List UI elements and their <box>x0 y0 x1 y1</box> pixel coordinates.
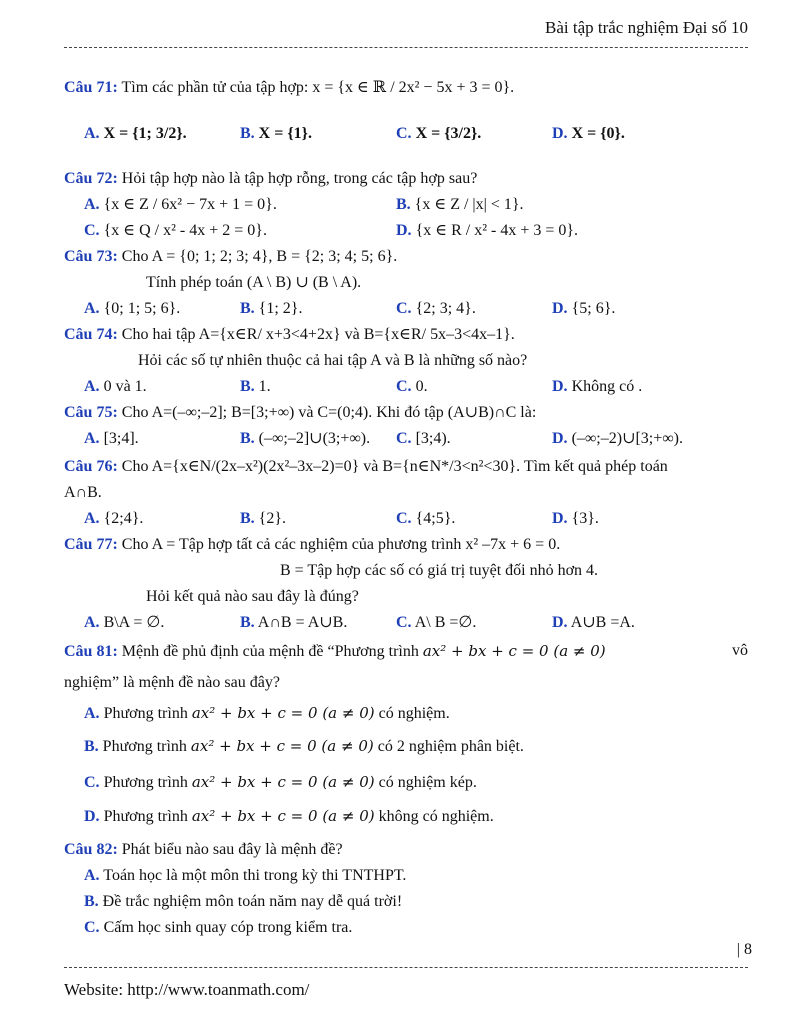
q73-option-d: D. {5; 6}. <box>552 300 616 317</box>
q81-option-a: A. Phương trình ax² + bx + c = 0 (a ≠ 0) có nghiệm. <box>84 704 450 722</box>
q82-option-a: A. Toán học là một môn thi trong kỳ thi TNTHPT. <box>84 867 407 884</box>
question-81: Câu 81: Mệnh đề phủ định của mệnh đề “Phương trình ax² + bx + c = 0 (a ≠ 0) <box>64 642 606 660</box>
page-number: | 8 <box>736 941 752 958</box>
q71-option-d: D. X = {0}. <box>552 125 625 142</box>
q76-option-b: B. {2}. <box>240 510 287 527</box>
question-73-text2: Tính phép toán (A \ B) ∪ (B \ A). <box>146 274 362 291</box>
q73-option-b: B. {1; 2}. <box>240 300 303 317</box>
q75-option-c: C. [3;4). <box>396 430 451 447</box>
q71-option-c: C. X = {3/2}. <box>396 125 482 142</box>
q72-option-b: B. {x ∈ Z / |x| < 1}. <box>396 196 524 213</box>
question-71: Câu 71: Tìm các phần tử của tập hợp: x = {x ∈ ℝ / 2x² − 5x + 3 = 0}. <box>64 79 515 96</box>
q77-option-a: A. B\A = ∅. <box>84 614 165 631</box>
q81-option-d: D. Phương trình ax² + bx + c = 0 (a ≠ 0) không có nghiệm. <box>84 807 494 825</box>
q75-option-d: D. (–∞;–2)∪[3;+∞). <box>552 430 684 447</box>
q73-option-a: A. {0; 1; 5; 6}. <box>84 300 181 317</box>
q77-option-d: D. A∪B =A. <box>552 614 635 631</box>
question-81-text2: nghiệm” là mệnh đề nào sau đây? <box>64 674 280 691</box>
question-75: Câu 75: Cho A=(–∞;–2]; B=[3;+∞) và C=(0;4). Khi đó tập (A∪B)∩C là: <box>64 404 537 421</box>
q81-option-c: C. Phương trình ax² + bx + c = 0 (a ≠ 0) có nghiệm kép. <box>84 773 477 791</box>
q77-option-c: C. A\ B =∅. <box>396 614 477 631</box>
question-82: Câu 82: Phát biểu nào sau đây là mệnh đề? <box>64 841 343 858</box>
question-77-text3: Hỏi kết quả nào sau đây là đúng? <box>146 588 359 605</box>
question-76-text2: A∩B. <box>64 484 102 501</box>
question-72: Câu 72: Hỏi tập hợp nào là tập hợp rỗng, trong các tập hợp sau? <box>64 170 478 187</box>
question-74: Câu 74: Cho hai tập A={x∈R/ x+3<4+2x} và B={x∈R/ 5x–3<4x–1}. <box>64 326 515 343</box>
website-link[interactable]: Website: http://www.toanmath.com/ <box>64 980 310 999</box>
question-77-text2: B = Tập hợp các số có giá trị tuyệt đối nhỏ hơn 4. <box>280 562 599 579</box>
q82-option-b: B. Đề trắc nghiệm môn toán năm nay dễ quá trời! <box>84 893 403 910</box>
q75-option-b: B. (–∞;–2]∪(3;+∞). <box>240 430 371 447</box>
question-81-text-end: vô <box>732 642 748 659</box>
q76-option-d: D. {3}. <box>552 510 599 527</box>
q75-option-a: A. [3;4]. <box>84 430 139 447</box>
q72-option-d: D. {x ∈ R / x² - 4x + 3 = 0}. <box>396 222 579 239</box>
footer-divider <box>64 967 748 968</box>
question-76: Câu 76: Cho A={x∈N/(2x–x²)(2x²–3x–2)=0} và B={n∈N*/3<n²<30}. Tìm kết quả phép toán <box>64 458 668 475</box>
question-73: Câu 73: Cho A = {0; 1; 2; 3; 4}, B = {2; 3; 4; 5; 6}. <box>64 248 398 265</box>
q74-option-d: D. Không có . <box>552 378 643 395</box>
q71-option-a: A. X = {1; 3/2}. <box>84 125 187 142</box>
q76-option-a: A. {2;4}. <box>84 510 144 527</box>
q72-option-c: C. {x ∈ Q / x² - 4x + 2 = 0}. <box>84 222 267 239</box>
q73-option-c: C. {2; 3; 4}. <box>396 300 476 317</box>
q74-option-c: C. 0. <box>396 378 428 395</box>
q74-option-b: B. 1. <box>240 378 271 395</box>
question-74-text2: Hỏi các số tự nhiên thuộc cả hai tập A và B là những số nào? <box>138 352 528 369</box>
page-header <box>64 18 748 42</box>
q74-option-a: A. 0 và 1. <box>84 378 147 395</box>
q71-option-b: B. X = {1}. <box>240 125 312 142</box>
q72-option-a: A. {x ∈ Z / 6x² − 7x + 1 = 0}. <box>84 196 277 213</box>
question-77: Câu 77: Cho A = Tập hợp tất cả các nghiệm của phương trình x² –7x + 6 = 0. <box>64 536 561 553</box>
question-71-text: Tìm các phần tử của tập hợp: x = {x ∈ ℝ / 2x² − 5x + 3 = 0}. <box>121 79 515 96</box>
q77-option-b: B. A∩B = A∪B. <box>240 614 348 631</box>
q76-option-c: C. {4;5}. <box>396 510 456 527</box>
q82-option-c: C. Cấm học sinh quay cóp trong kiểm tra. <box>84 919 353 936</box>
q81-option-b: B. Phương trình ax² + bx + c = 0 (a ≠ 0) có 2 nghiệm phân biệt. <box>84 737 524 755</box>
header-divider <box>64 47 748 48</box>
header-title: Bài tập trắc nghiệm Đại số 10 <box>544 18 748 37</box>
